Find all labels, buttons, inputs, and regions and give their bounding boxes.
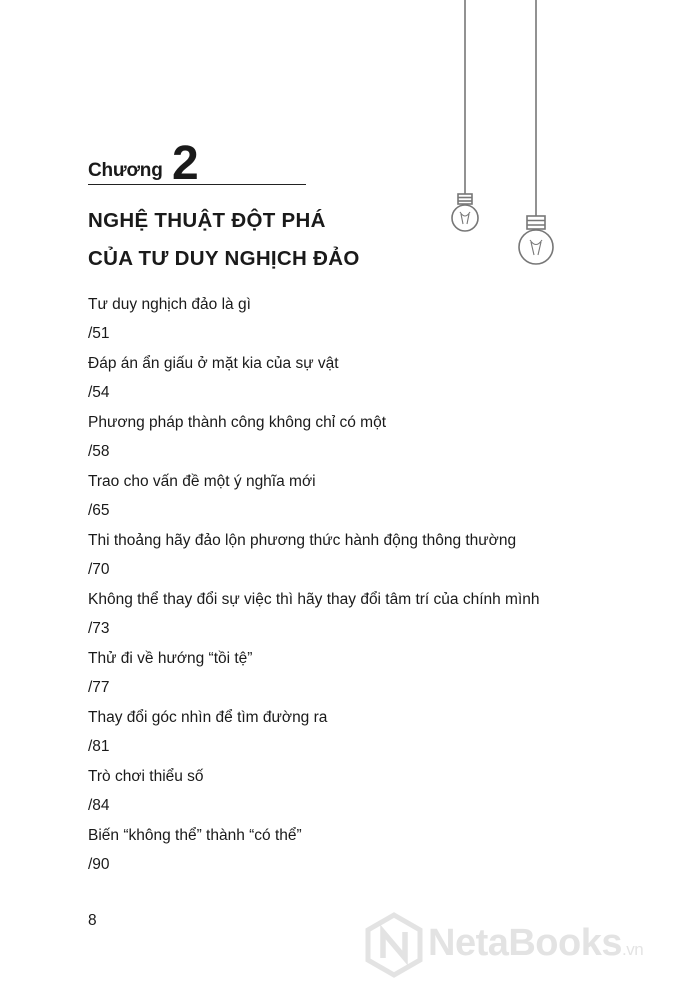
toc-entry-page: /81 bbox=[88, 738, 110, 755]
watermark-brand bbox=[428, 922, 643, 965]
chapter-title-line: CỦA TƯ DUY NGHỊCH ĐẢO bbox=[88, 247, 360, 270]
toc-entry bbox=[88, 351, 540, 410]
chapter-label: Chương bbox=[88, 160, 163, 181]
toc-entry-page: /77 bbox=[88, 679, 110, 696]
toc-entry-title: Thử đi về hướng “tồi tệ” bbox=[88, 650, 253, 667]
toc-entry bbox=[88, 469, 540, 528]
toc-entry-page: /90 bbox=[88, 856, 110, 873]
toc-entry-title: Trò chơi thiểu số bbox=[88, 768, 204, 785]
toc-entry bbox=[88, 646, 540, 705]
chapter-number: 2 bbox=[172, 137, 199, 190]
watermark-brand-name: NetaBooks bbox=[428, 922, 622, 964]
chapter-title-line: NGHỆ THUẬT ĐỘT PHÁ bbox=[88, 209, 326, 232]
toc-entry-title: Tư duy nghịch đảo là gì bbox=[88, 296, 251, 313]
toc-entry-title: Không thể thay đổi sự việc thì hãy thay đổi tâm trí của chính mình bbox=[88, 591, 540, 608]
toc-entry bbox=[88, 764, 540, 823]
toc-entry-page: /73 bbox=[88, 620, 110, 637]
toc-entry bbox=[88, 410, 540, 469]
watermark-brand-suffix: .vn bbox=[622, 940, 644, 959]
toc-entry-page: /54 bbox=[88, 384, 110, 401]
toc-entry-page: /51 bbox=[88, 325, 110, 342]
netabooks-watermark bbox=[364, 912, 694, 978]
toc-entry-page: /65 bbox=[88, 502, 110, 519]
toc-entry-page: /84 bbox=[88, 797, 110, 814]
toc-entry-title: Trao cho vấn đề một ý nghĩa mới bbox=[88, 473, 316, 490]
toc-entry-title: Đáp án ẩn giấu ở mặt kia của sự vật bbox=[88, 355, 339, 372]
toc-entry-title: Thay đổi góc nhìn để tìm đường ra bbox=[88, 709, 328, 726]
netabooks-n-logo-icon bbox=[364, 912, 424, 978]
toc-entry bbox=[88, 587, 540, 646]
chapter-title bbox=[88, 202, 360, 278]
toc-entry bbox=[88, 823, 540, 882]
hanging-light-bulb-icon bbox=[519, 0, 553, 264]
toc-entry-title: Phương pháp thành công không chỉ có một bbox=[88, 414, 387, 431]
toc-entry-page: /58 bbox=[88, 443, 110, 460]
toc-entry bbox=[88, 292, 540, 351]
toc-entry-title: Thi thoảng hãy đảo lộn phương thức hành động thông thường bbox=[88, 532, 517, 549]
chapter-heading bbox=[88, 137, 306, 190]
table-of-contents bbox=[88, 292, 540, 882]
toc-entry-page: /70 bbox=[88, 561, 110, 578]
hanging-light-bulb-icon bbox=[452, 0, 478, 231]
toc-entry-title: Biến “không thể” thành “có thể” bbox=[88, 827, 302, 844]
toc-entry bbox=[88, 705, 540, 764]
page-number: 8 bbox=[88, 912, 97, 929]
toc-entry bbox=[88, 528, 540, 587]
